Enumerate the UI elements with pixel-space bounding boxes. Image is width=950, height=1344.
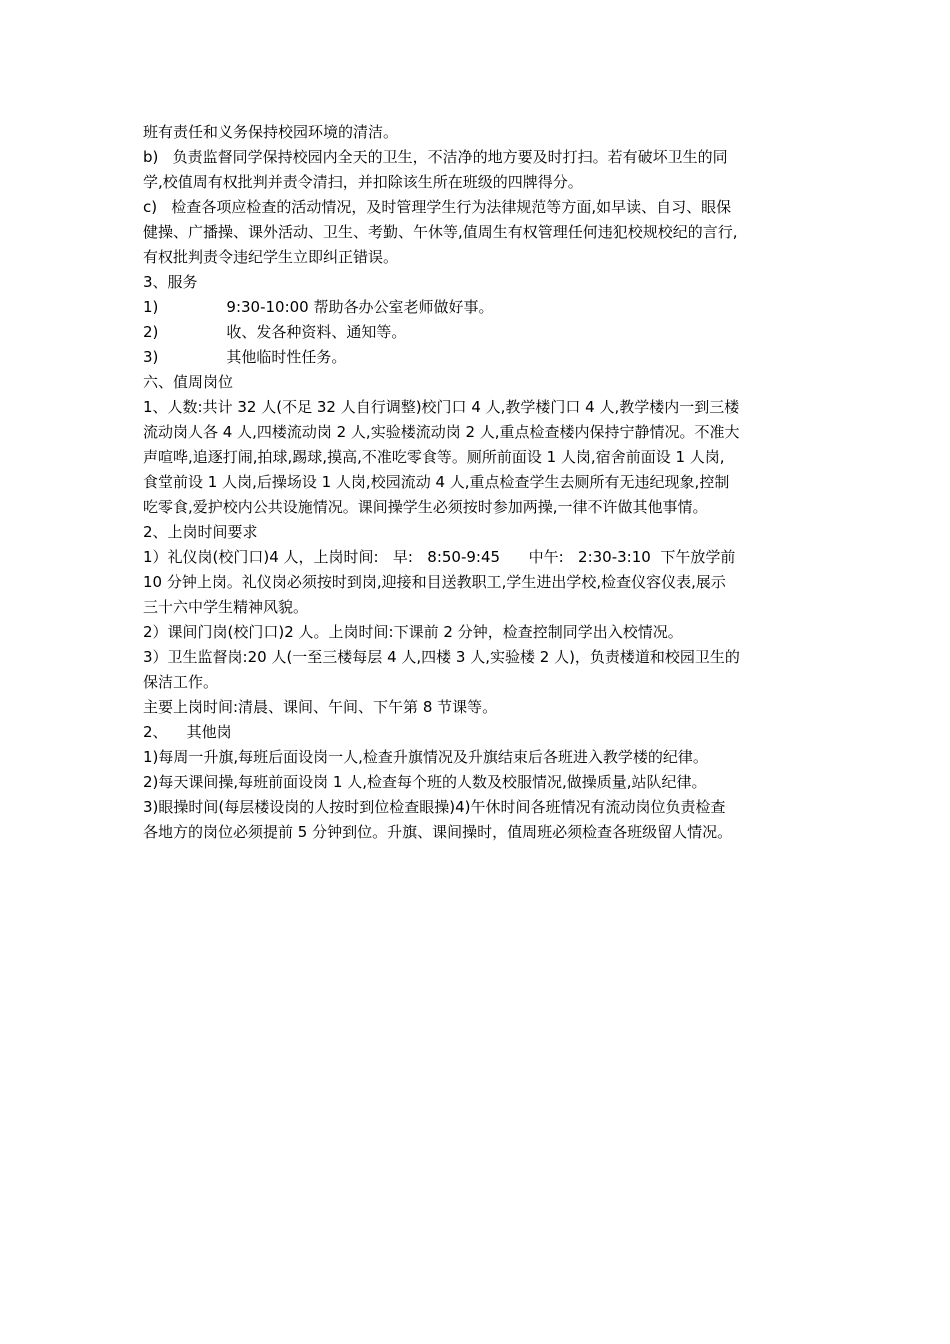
section-heading-time: 2、上岗时间要求 — [143, 523, 258, 541]
text-line: 有权批判责令违纪学生立即纠正错误。 — [143, 248, 399, 266]
text-line: 食堂前设 1 人岗,后操场设 1 人岗,校园流动 4 人,重点检查学生去厕所有无违纪现象,控制 — [143, 473, 730, 491]
service-item — [143, 295, 815, 320]
text-line: 3)眼操时间(每层楼设岗的人按时到位检查眼操)4)午休时间各班情况有流动岗位负责检查 — [143, 798, 726, 816]
section-heading-service: 3、服务 — [143, 273, 198, 291]
service-item — [143, 345, 815, 370]
text-line: c) 检查各项应检查的活动情况，及时管理学生行为法律规范等方面,如早读、自习、眼保 — [143, 198, 732, 216]
text-line: 班有责任和义务保持校园环境的清洁。 — [143, 123, 399, 141]
text-line: b) 负责监督同学保持校园内全天的卫生，不洁净的地方要及时打扫。若有破坏卫生的同 — [143, 148, 728, 166]
text-line: 1、人数:共计 32 人(不足 32 人自行调整)校门口 4 人,教学楼门口 4 人,教学楼内一到三楼 — [143, 398, 740, 416]
text-line: 2)每天课间操,每班前面设岗 1 人,检查每个班的人数及校服情况,做操质量,站队纪律。 — [143, 773, 707, 791]
text-line: 保洁工作。 — [143, 673, 219, 691]
service-item — [143, 320, 815, 345]
list-item-text: 9:30-10:00 帮助各办公室老师做好事。 — [226, 298, 494, 316]
document-body — [143, 120, 815, 845]
text-line: 1)每周一升旗,每班后面设岗一人,检查升旗情况及升旗结束后各班进入教学楼的纪律。 — [143, 748, 708, 766]
text-line: 学,校值周有权批判并责令清扫，并扣除该生所在班级的四牌得分。 — [143, 173, 583, 191]
list-item-text: 其他临时性任务。 — [226, 348, 347, 366]
text-line: 吃零食,爱护校内公共设施情况。课间操学生必须按时参加两操,一律不许做其他事情。 — [143, 498, 708, 516]
text-line: 健操、广播操、课外活动、卫生、考勤、午休等,值周生有权管理任何违犯校规校纪的言行, — [143, 223, 738, 241]
text-line: 1）礼仪岗(校门口)4 人，上岗时间: 早: 8:50-9:45 中午: 2:30-3:10 下午放学前 — [143, 548, 736, 566]
section-heading-duty-posts: 六、值周岗位 — [143, 373, 234, 391]
text-line: 主要上岗时间:清晨、课间、午间、下午第 8 节课等。 — [143, 698, 498, 716]
text-line: 10 分钟上岗。礼仪岗必须按时到岗,迎接和目送教职工,学生进出学校,检查仪容仪表,展示 — [143, 573, 726, 591]
text-line: 流动岗人各 4 人,四楼流动岗 2 人,实验楼流动岗 2 人,重点检查楼内保持宁静情况。不准大 — [143, 423, 740, 441]
list-item-text: 收、发各种资料、通知等。 — [226, 323, 407, 341]
text-line: 2）课间门岗(校门口)2 人。上岗时间:下课前 2 分钟，检查控制同学出入校情况。 — [143, 623, 683, 641]
list-number: 1) — [143, 298, 159, 316]
text-line: 3）卫生监督岗:20 人(一至三楼每层 4 人,四楼 3 人,实验楼 2 人)，负责楼道和校园卫生的 — [143, 648, 740, 666]
text-line: 声喧哗,追逐打闹,拍球,踢球,摸高,不准吃零食等。厕所前面设 1 人岗,宿舍前面设 1 人岗, — [143, 448, 725, 466]
list-number: 3) — [143, 348, 159, 366]
text-line: 各地方的岗位必须提前 5 分钟到位。升旗、课间操时，值周班必须检查各班级留人情况。 — [143, 823, 733, 841]
list-number: 2) — [143, 323, 159, 341]
text-line: 三十六中学生精神风貌。 — [143, 598, 309, 616]
section-heading-other-posts: 2、 其他岗 — [143, 723, 232, 741]
